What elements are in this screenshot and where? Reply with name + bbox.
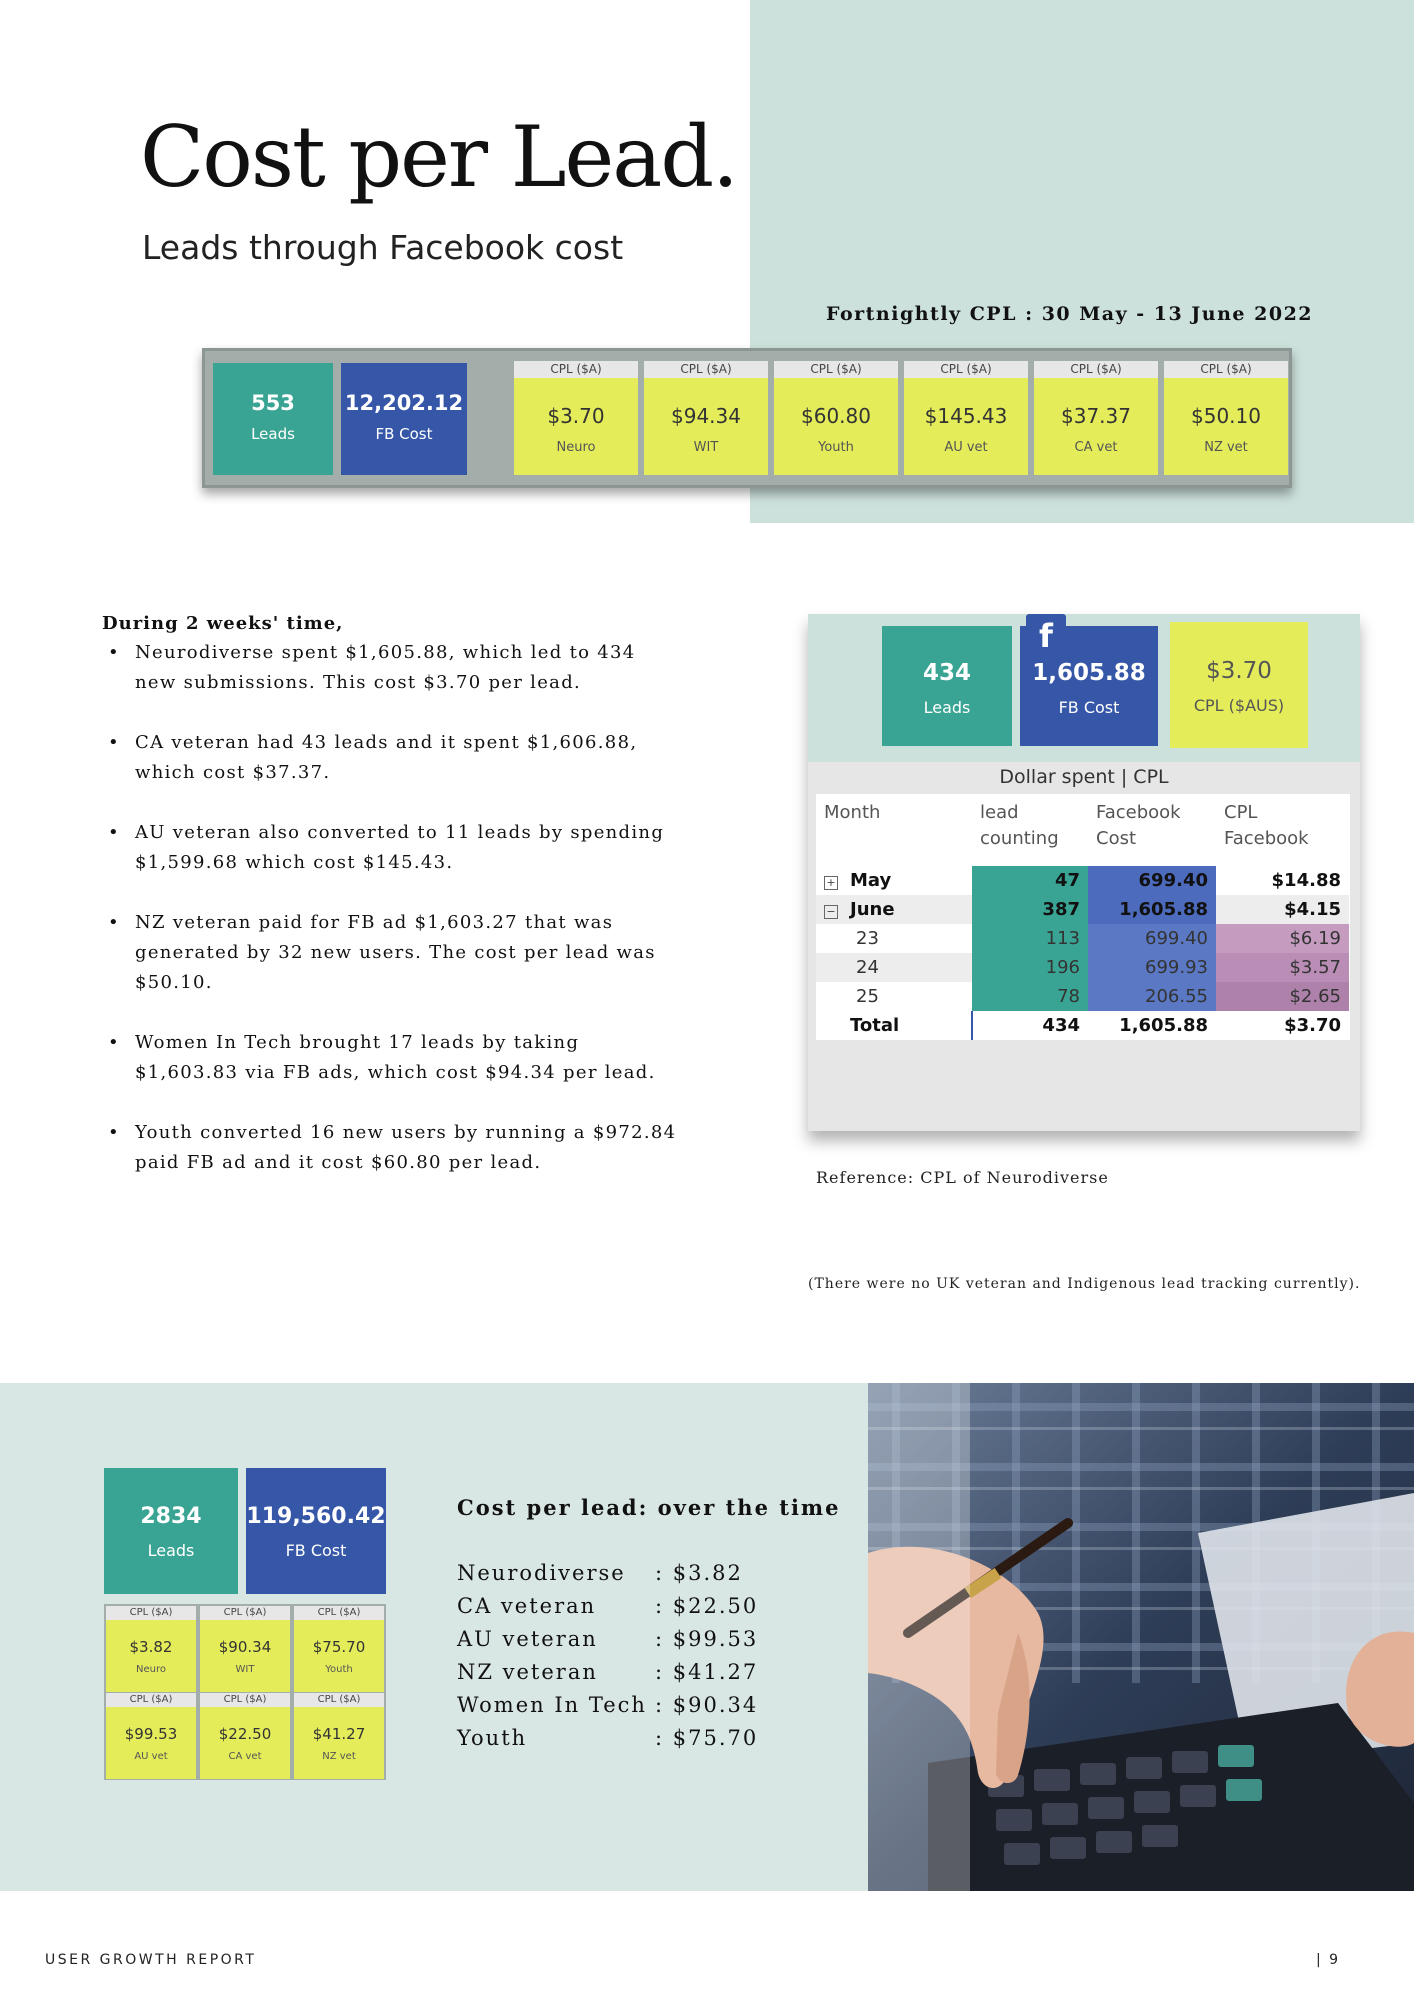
fortnight-dashboard: [202, 348, 1292, 488]
cpl-tile-label: Neuro: [556, 440, 596, 455]
over-time-list: [457, 1557, 758, 1755]
cpl-tile-value: $41.27: [312, 1725, 366, 1743]
fb-cost-label: FB Cost: [375, 425, 433, 443]
overall-cpl-tile-nz-vet: [294, 1693, 384, 1779]
cost-cell: 206.55: [1088, 982, 1216, 1011]
column-header-cost: Facebook Cost: [1096, 802, 1181, 849]
cpl-tile-value: $50.10: [1191, 404, 1261, 428]
column-header-cpl: CPL Facebook: [1224, 802, 1309, 849]
cpl-tile-label: CA vet: [1074, 440, 1118, 455]
cpl-cell: $3.57: [1216, 953, 1349, 982]
column-header-month: Month: [824, 802, 881, 823]
cost-cell: 699.93: [1088, 953, 1216, 982]
neuro-leads-label: Leads: [923, 698, 971, 717]
summary-bullets: [102, 638, 682, 1208]
cpl-cell: $4.15: [1216, 895, 1349, 924]
cpl-tile-value: $22.50: [218, 1725, 272, 1743]
table-row[interactable]: [816, 895, 1349, 924]
cpl-tile-nz-vet: [1164, 361, 1288, 475]
neuro-cpl-value: $3.70: [1206, 658, 1272, 684]
neuro-leads-value: 434: [922, 660, 971, 686]
cpl-tile-label: WIT: [235, 1664, 255, 1675]
table-title: Dollar spent | CPL: [999, 766, 1169, 788]
footer-page-number: | 9: [1316, 1952, 1341, 1968]
day-cell: 25: [856, 986, 879, 1007]
fb-cost-value: 12,202.12: [344, 391, 464, 415]
overall-dashboard: [104, 1468, 386, 1780]
cpl-tile-au-vet: [904, 361, 1028, 475]
leads-value: 553: [251, 391, 295, 415]
cpl-tile-value: $145.43: [924, 404, 1008, 428]
summary-bullet: • Youth converted 16 new users by running a $972.84 paid FB ad and it cost $60.80 per lead.: [102, 1118, 682, 1178]
cpl-tile-header: CPL ($A): [106, 1606, 196, 1620]
cpl-tile-value: $3.70: [547, 404, 605, 428]
cpl-tile-neuro: [514, 361, 638, 475]
cpl-tile-label: CA vet: [228, 1751, 262, 1762]
leads-label: Leads: [251, 425, 295, 443]
table-row: [816, 924, 1349, 953]
period-label: Fortnightly CPL : 30 May - 13 June 2022: [826, 303, 1314, 325]
cpl-tile-label: NZ vet: [1204, 440, 1248, 455]
cost-cell: 699.40: [1088, 924, 1216, 953]
cpl-tile-header: CPL ($A): [294, 1693, 384, 1707]
cpl-tile-value: $37.37: [1061, 404, 1131, 428]
total-leads: 434: [972, 1011, 1088, 1040]
table-total-row: [816, 1011, 1349, 1040]
cpl-tile-header: CPL ($A): [294, 1606, 384, 1620]
cpl-tile-label: AU vet: [944, 440, 988, 455]
summary-bullet: • Neurodiverse spent $1,605.88, which led to 434 new submissions. This cost $3.70 per lead.: [102, 638, 682, 698]
cpl-tile-wit: [644, 361, 768, 475]
cost-cell: 1,605.88: [1088, 895, 1216, 924]
overall-cpl-tile-au-vet: [106, 1693, 196, 1779]
cost-cell: 699.40: [1088, 866, 1216, 895]
cpl-tile-youth: [774, 361, 898, 475]
overall-cpl-tile-neuro: [106, 1606, 196, 1692]
list-item: Women In Tech : $90.34: [457, 1693, 759, 1717]
total-cpl: $3.70: [1284, 1015, 1341, 1036]
table-row: [816, 953, 1349, 982]
cpl-tile-header: CPL ($A): [1164, 361, 1288, 378]
overall-leads-card: [104, 1468, 238, 1594]
calculator-photo: [868, 1383, 1414, 1891]
cpl-tile-label: Youth: [818, 440, 854, 455]
total-label: Total: [850, 1015, 900, 1036]
overall-fb-cost-value: 119,560.42: [246, 1504, 386, 1529]
cpl-tile-value: $99.53: [124, 1725, 178, 1743]
neuro-leads-card: [882, 626, 1012, 746]
overall-fb-cost-card: [246, 1468, 386, 1594]
neuro-fb-cost-label: FB Cost: [1058, 698, 1120, 717]
table-row: [816, 982, 1349, 1011]
overall-fb-cost-label: FB Cost: [285, 1541, 347, 1560]
cpl-tile-label: WIT: [693, 440, 719, 455]
cpl-tile-header: CPL ($A): [904, 361, 1028, 378]
cpl-cell: $2.65: [1216, 982, 1349, 1011]
cpl-tile-value: $3.82: [129, 1638, 173, 1656]
summary-bullet: • Women In Tech brought 17 leads by taking $1,603.83 via FB ads, which cost $94.34 per lead.: [102, 1028, 682, 1088]
footer-report-name: USER GROWTH REPORT: [45, 1952, 257, 1968]
cpl-table: [816, 794, 1350, 1040]
facebook-icon: f: [1026, 614, 1066, 654]
cpl-cell: $14.88: [1271, 870, 1341, 891]
month-cell: + May: [816, 866, 972, 895]
cpl-tile-header: CPL ($A): [200, 1693, 290, 1707]
cpl-tile-label: AU vet: [134, 1751, 168, 1762]
cpl-tile-value: $75.70: [312, 1638, 366, 1656]
leads-cell: 387: [972, 895, 1088, 924]
column-header-leads: lead counting: [980, 802, 1059, 849]
list-item: AU veteran : $99.53: [457, 1627, 759, 1651]
overall-leads-label: Leads: [147, 1541, 195, 1560]
cpl-tile-value: $90.34: [218, 1638, 272, 1656]
summary-bullet: • NZ veteran paid for FB ad $1,603.27 that was generated by 32 new users. The cost per lead was $50.10.: [102, 908, 682, 998]
leads-cell: 47: [972, 866, 1088, 895]
tracking-note: (There were no UK veteran and Indigenous lead tracking currently).: [808, 1276, 1361, 1292]
cpl-tile-ca-vet: [1034, 361, 1158, 475]
cpl-tile-header: CPL ($A): [200, 1606, 290, 1620]
neuro-fb-cost-value: 1,605.88: [1032, 660, 1146, 686]
cpl-tile-value: $60.80: [801, 404, 871, 428]
page-title: Cost per Lead.: [140, 108, 737, 206]
cpl-tile-header: CPL ($A): [106, 1693, 196, 1707]
table-row[interactable]: [816, 866, 1349, 895]
overall-leads-value: 2834: [140, 1504, 202, 1529]
cpl-tile-label: NZ vet: [322, 1751, 356, 1762]
summary-bullet: • AU veteran also converted to 11 leads by spending $1,599.68 which cost $145.43.: [102, 818, 682, 878]
fb-cost-card: [341, 363, 467, 475]
table-header-row: [816, 794, 1349, 866]
list-item: NZ veteran : $41.27: [457, 1660, 759, 1684]
day-cell: 23: [856, 928, 879, 949]
overall-cpl-tile-ca-vet: [200, 1693, 290, 1779]
neuro-cpl-label: CPL ($AUS): [1193, 696, 1285, 715]
summary-intro: During 2 weeks' time,: [102, 613, 344, 634]
leads-card: [213, 363, 333, 475]
month-cell: − June: [816, 895, 972, 924]
collapse-icon[interactable]: −: [824, 905, 838, 919]
cpl-tile-label: Neuro: [136, 1664, 166, 1675]
reference-caption: Reference: CPL of Neurodiverse: [816, 1168, 1109, 1187]
cpl-tile-header: CPL ($A): [774, 361, 898, 378]
leads-cell: 113: [972, 924, 1088, 953]
overall-cpl-tile-wit: [200, 1606, 290, 1692]
cpl-cell: $6.19: [1216, 924, 1349, 953]
cpl-tile-header: CPL ($A): [644, 361, 768, 378]
list-item: Youth : $75.70: [457, 1726, 759, 1750]
cpl-tile-label: Youth: [325, 1664, 353, 1675]
neuro-cpl-panel: [808, 614, 1360, 1131]
list-item: CA veteran : $22.50: [457, 1594, 759, 1618]
summary-bullet: • CA veteran had 43 leads and it spent $1,606.88, which cost $37.37.: [102, 728, 682, 788]
total-cost: 1,605.88: [1119, 1015, 1208, 1036]
expand-icon[interactable]: +: [824, 876, 838, 890]
leads-cell: 196: [972, 953, 1088, 982]
cpl-tile-header: CPL ($A): [1034, 361, 1158, 378]
cpl-tile-value: $94.34: [671, 404, 741, 428]
calculator-photo-illustration: [868, 1383, 1414, 1891]
list-item: Neurodiverse : $3.82: [457, 1561, 743, 1585]
cpl-tile-header: CPL ($A): [514, 361, 638, 378]
over-time-title: Cost per lead: over the time: [457, 1495, 841, 1520]
day-cell: 24: [816, 953, 972, 982]
overall-cpl-tile-youth: [294, 1606, 384, 1692]
neuro-cpl-card: [1170, 622, 1308, 748]
leads-cell: 78: [972, 982, 1088, 1011]
page-subtitle: Leads through Facebook cost: [142, 228, 624, 267]
